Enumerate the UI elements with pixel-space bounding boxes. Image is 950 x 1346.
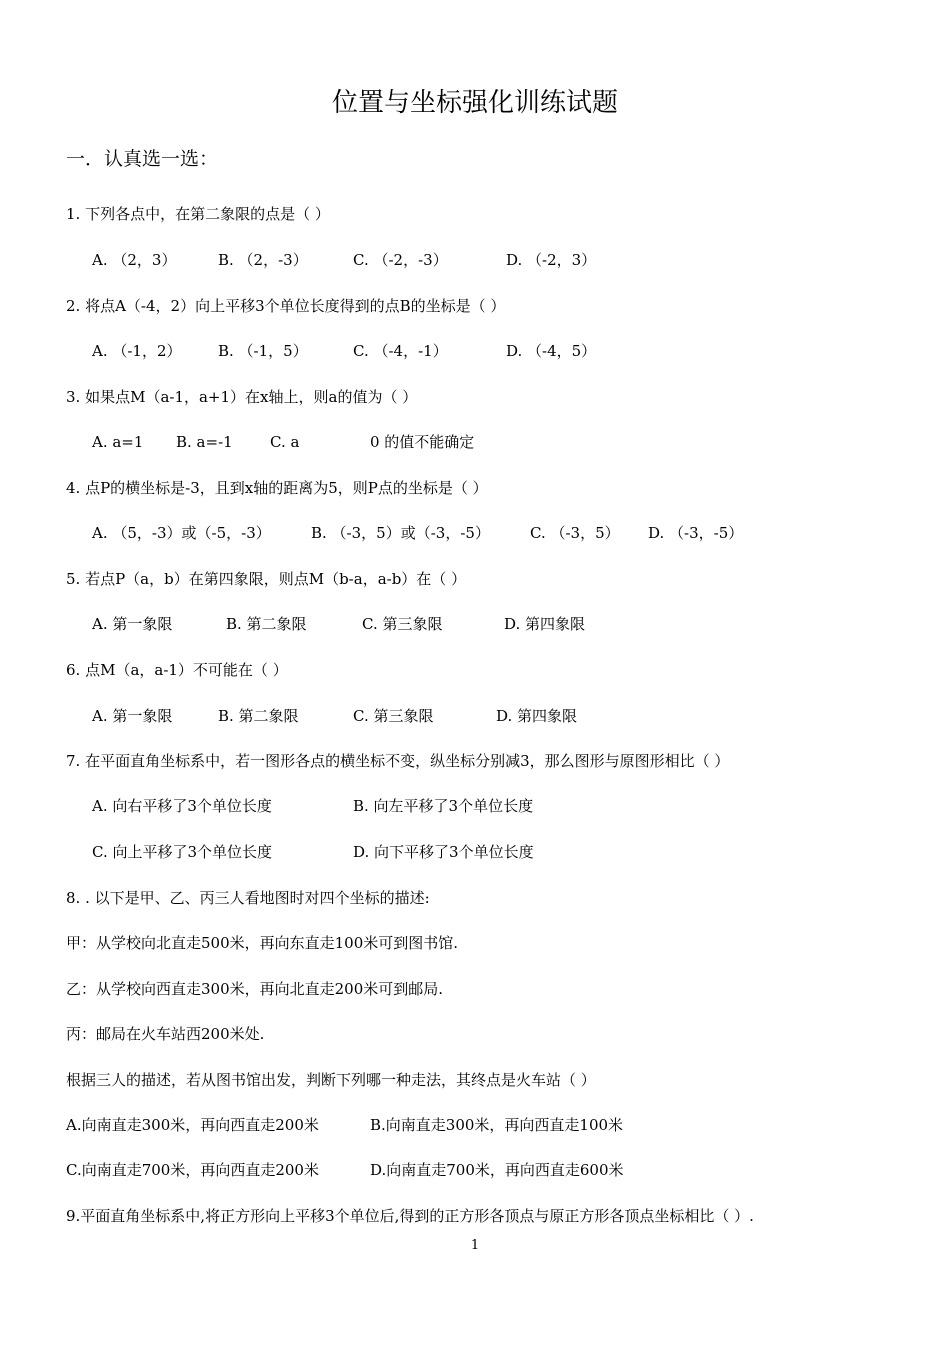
question-5-option-c: C. 第三象限	[362, 615, 443, 633]
question-1-option-c: C. （-2，-3）	[353, 251, 448, 269]
page-number: 1	[470, 1238, 480, 1253]
question-1-option-b: B. （2，-3）	[218, 251, 308, 269]
question-3-option-c: C. a	[270, 433, 300, 451]
question-5-option-b: B. 第二象限	[226, 615, 307, 633]
question-4-stem: 4. 点P的横坐标是-3，且到x轴的距离为5，则P点的坐标是（ ）	[66, 479, 488, 497]
question-5-option-a: A. 第一象限	[92, 615, 173, 633]
question-8-stem: 8. . 以下是甲、乙、丙三人看地图时对四个坐标的描述:	[66, 889, 430, 907]
question-2-option-a: A. （-1，2）	[92, 342, 182, 360]
question-4-option-d: D. （-3，-5）	[648, 524, 744, 542]
question-6-option-a: A. 第一象限	[92, 707, 173, 725]
question-8-yi: 乙：从学校向西直走300米，再向北直走200米可到邮局.	[66, 980, 444, 998]
question-1-option-a: A. （2，3）	[92, 251, 177, 269]
question-5-option-d: D. 第四象限	[504, 615, 586, 633]
question-3-option-d: 0 的值不能确定	[370, 433, 475, 451]
question-8-jia: 甲：从学校向北直走500米，再向东直走100米可到图书馆.	[66, 934, 459, 952]
question-6-option-b: B. 第二象限	[218, 707, 299, 725]
question-8-option-a: A.向南直走300米，再向西直走200米	[66, 1116, 319, 1134]
question-2-option-c: C. （-4，-1）	[353, 342, 448, 360]
question-4-option-a: A. （5，-3）或（-5，-3）	[92, 524, 271, 542]
question-1-stem: 1. 下列各点中，在第二象限的点是（ ）	[66, 205, 330, 223]
question-8-option-b: B.向南直走300米，再向西直走100米	[370, 1116, 624, 1134]
question-2-option-d: D. （-4，5）	[506, 342, 597, 360]
question-2-stem: 2. 将点A（-4，2）向上平移3个单位长度得到的点B的坐标是（ ）	[66, 297, 506, 315]
question-8-option-d: D.向南直走700米，再向西直走600米	[370, 1161, 624, 1179]
question-6-option-d: D. 第四象限	[496, 707, 578, 725]
question-3-option-a: A. a=1	[92, 433, 144, 451]
question-8-bing: 丙：邮局在火车站西200米处.	[66, 1025, 265, 1043]
question-6-option-c: C. 第三象限	[353, 707, 434, 725]
question-7-option-d: D. 向下平移了3个单位长度	[353, 843, 534, 861]
question-7-stem: 7. 在平面直角坐标系中，若一图形各点的横坐标不变，纵坐标分别减3，那么图形与原图形相比（ ）	[66, 752, 730, 770]
question-7-option-a: A. 向右平移了3个单位长度	[92, 797, 272, 815]
question-4-option-c: C. （-3，5）	[530, 524, 620, 542]
question-3-option-b: B. a=-1	[176, 433, 233, 451]
question-8-ask: 根据三人的描述，若从图书馆出发，判断下列哪一种走法，其终点是火车站（ ）	[66, 1071, 596, 1089]
question-2-option-b: B. （-1，5）	[218, 342, 308, 360]
question-8-option-c: C.向南直走700米，再向西直走200米	[66, 1161, 319, 1179]
page-title: 位置与坐标强化训练试题	[331, 88, 618, 118]
question-5-stem: 5. 若点P（a，b）在第四象限，则点M（b-a，a-b）在（ ）	[66, 570, 467, 588]
section-heading: 一．认真选一选：	[66, 148, 219, 170]
question-7-option-b: B. 向左平移了3个单位长度	[353, 797, 534, 815]
question-7-option-c: C. 向上平移了3个单位长度	[92, 843, 273, 861]
question-9-stem: 9.平面直角坐标系中,将正方形向上平移3个单位后,得到的正方形各顶点与原正方形各顶点坐标相比（ ）.	[66, 1207, 754, 1225]
question-6-stem: 6. 点M（a，a-1）不可能在（ ）	[66, 661, 288, 679]
question-4-option-b: B. （-3，5）或（-3，-5）	[311, 524, 490, 542]
question-3-stem: 3. 如果点M（a-1，a+1）在x轴上，则a的值为（ ）	[66, 388, 418, 406]
question-1-option-d: D. （-2，3）	[506, 251, 597, 269]
